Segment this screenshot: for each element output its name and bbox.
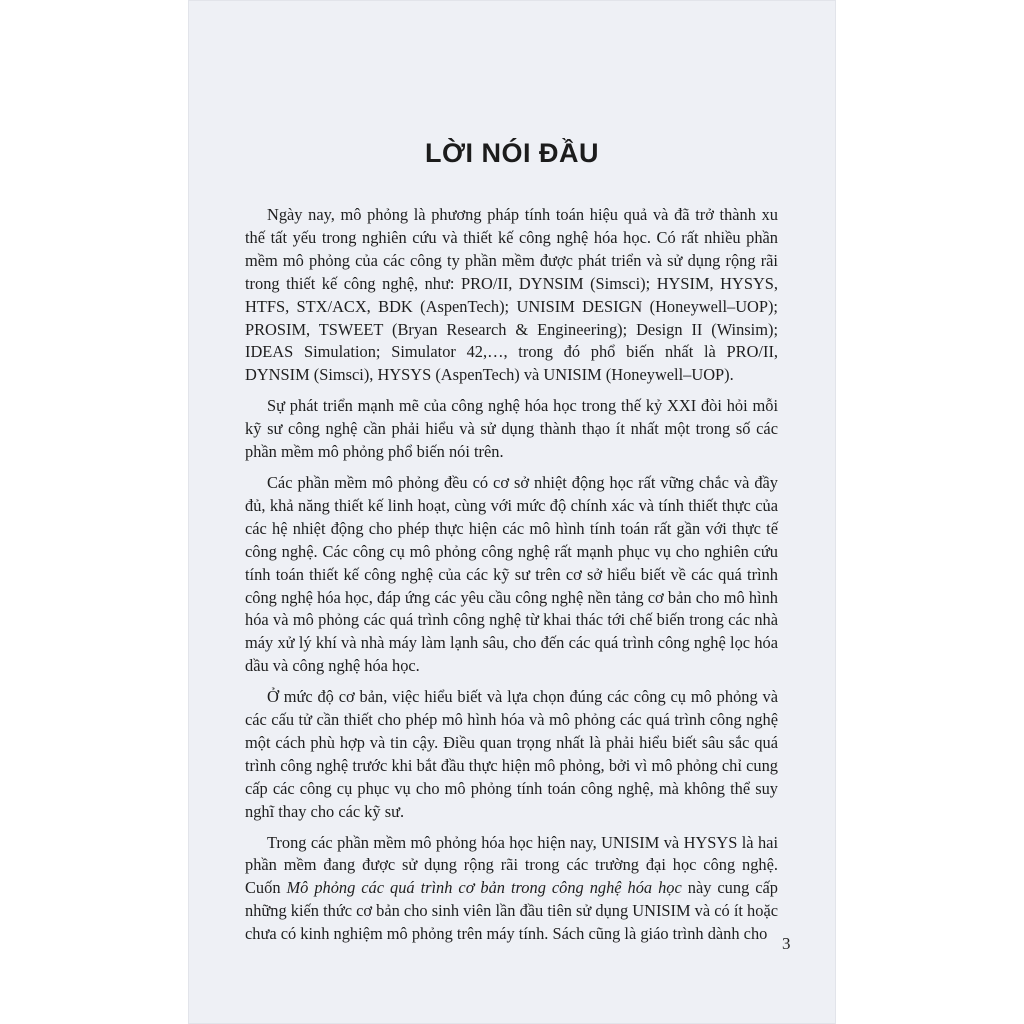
page-body	[245, 204, 778, 954]
book-page	[188, 0, 836, 1024]
paragraph-5	[245, 832, 778, 947]
book-title-italic: Mô phỏng các quá trình cơ bản trong công nghệ hóa học	[286, 878, 682, 898]
paragraph-2: Sự phát triển mạnh mẽ của công nghệ hóa học trong thế kỷ XXI đòi hỏi mỗi kỹ sư công nghệ cần phải hiểu và sử dụng thành thạo ít nhất một trong số các phần mềm mô phỏng phổ biến nói trên.	[245, 396, 778, 462]
paragraph-3: Các phần mềm mô phỏng đều có cơ sở nhiệt động học rất vững chắc và đầy đủ, khả năng thiết kế linh hoạt, cùng với mức độ chính xác và tính thiết thực của các hệ nhiệt động cho phép thực hiện các mô hình tính toán rất gần với thực tế công nghệ. Các công cụ mô phỏng công nghệ rất mạnh phục vụ cho nghiên cứu tính toán thiết kế công nghệ của các kỹ sư trên cơ sở hiểu biết về các quá trình công nghệ hóa học, đáp ứng các yêu cầu công nghệ nền tảng cơ bản cho mô hình hóa và mô phỏng các quá trình công nghệ từ khai thác tới chế biến trong các nhà máy xử lý khí và nhà máy làm lạnh sâu, cho đến các quá trình công nghệ lọc hóa dầu và công nghệ hóa học.	[245, 472, 778, 676]
paragraph-4: Ở mức độ cơ bản, việc hiểu biết và lựa chọn đúng các công cụ mô phỏng và các cấu tử cần thiết cho phép mô hình hóa và mô phỏng các quá trình công nghệ một cách phù hợp và tin cậy. Điều quan trọng nhất là phải hiểu biết sâu sắc quá trình công nghệ trước khi bắt đầu thực hiện mô phỏng, bởi vì mô phỏng chỉ cung cấp các công cụ phục vụ cho mô phỏng tính toán công nghệ, mà không thể suy nghĩ thay cho các kỹ sư.	[245, 687, 778, 821]
paragraph-1: Ngày nay, mô phỏng là phương pháp tính toán hiệu quả và đã trở thành xu thế tất yếu trong nghiên cứu và thiết kế công nghệ hóa học. Có rất nhiều phần mềm mô phỏng của các công ty phần mềm được phát triển và sử dụng rộng rãi trong thiết kế công nghệ, như: PRO/II, DYNSIM (Simsci); HYSIM, HYSYS, HTFS, STX/ACX, BDK (AspenTech); UNISIM DESIGN (Honeywell–UOP); PROSIM, TSWEET (Bryan Research & Engineering); Design II (Winsim); IDEAS Simulation; Simulator 42,…, trong đó phổ biến nhất là PRO/II, DYNSIM (Simsci), HYSYS (AspenTech) và UNISIM (Honeywell–UOP).	[245, 205, 778, 385]
page-title: LỜI NÓI ĐẦU	[424, 138, 600, 168]
paragraph-5-end: này cung cấp những kiến thức cơ bản cho sinh viên lần đầu tiên sử dụng UNISIM và có ít hoặc chưa có kinh nghiệm mô phỏng trên máy tính. Sách cũng là giáo trình dành cho	[245, 878, 778, 944]
page-number: 3	[782, 934, 791, 953]
paragraph-5-start: Trong các phần mềm mô phỏng hóa học hiện nay, UNISIM và HYSYS là hai phần mềm đang được sử dụng rộng rãi trong các trường đại học công nghệ. Cuốn	[245, 832, 778, 898]
